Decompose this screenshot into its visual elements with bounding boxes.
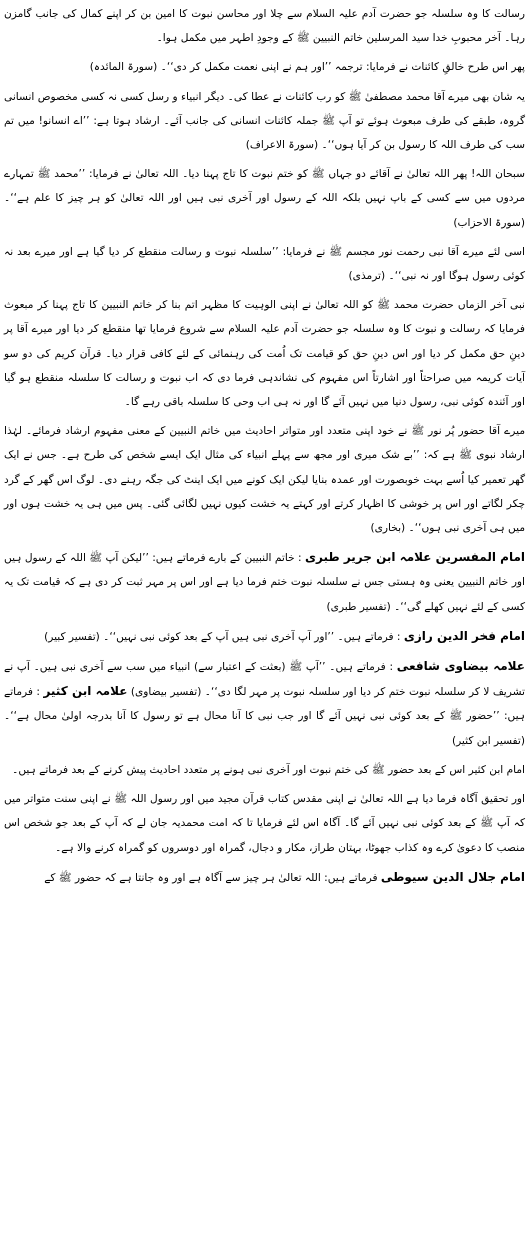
paragraph-text: نبی آخر الزماں حضرت محمد ﷺ کو اللہ تعالیٰ نے اپنی الوہیت کا مظہر اتم بنا کر خاتم النبیین کا تاج پہنا کر مبعوث فرمایا کہ رسالت و نبوت کا وہ سلسلہ جو حضرت آدم علیہ السلام سے شروع فرمایا تھا منقطع کر دیا اور میرے آقا پر دینِ حق مکمل کر دیا اور اس دینِ حق کو قیامت تک اُمت کی رہنمائی کے لئے کافی قرار دیا۔ قرآن کریم کی دو سو آیات کریمہ میں صراحتاً اور اشارتاً اس مفہوم کی نشاندہی فرما دی کہ اب نبوت و رسالت کا سلسلہ منقطع ہو گیا اور آئندہ کوئی نبی، رسول دنیا میں نہیں آئے گا اور نہ ہی اب وحی کا سلسلہ باقی رہے گا۔ <box>4 299 525 409</box>
scholar-name: امام فخر الدین رازی <box>403 628 525 643</box>
article-paragraph <box>4 624 525 649</box>
article-paragraph <box>4 55 525 79</box>
article-paragraph <box>4 787 525 860</box>
scholar-name: امام جلال الدین سیوطی <box>380 869 525 884</box>
article-paragraph <box>4 162 525 235</box>
paragraph-text: : فرماتے ہیں: ’’حضور ﷺ کے بعد کوئی نبی نہیں آئے گا اور جب نبی کا آنا محال ہے تو رسول کا آنا بدرجہ اولیٰ محال ہے‘‘۔ (تفسیر ابن کثیر) <box>4 686 525 747</box>
scholar-name: امام المفسرین علامہ ابن جریر طبری <box>304 550 525 565</box>
paragraph-text: فرماتے ہیں: اللہ تعالیٰ ہر چیز سے آگاہ ہے اور وہ جانتا ہے کہ حضور ﷺ کے <box>44 871 381 884</box>
article-paragraph <box>4 240 525 288</box>
paragraph-text: اسی لئے میرے آقا نبی رحمت نور مجسم ﷺ نے فرمایا: ’’سلسلہ نبوت و رسالت منقطع کر دیا گیا ہے اور میرے بعد نہ کوئی رسول ہوگا اور نہ نبی‘‘۔ (ترمذی) <box>4 245 525 283</box>
article-paragraph <box>4 85 525 158</box>
paragraph-text: یہ شان بھی میرے آقا محمد مصطفیٰ ﷺ کو رب کائنات نے عطا کی۔ دیگر انبیاء و رسل کسی نہ کسی مخصوص انسانی گروہ، طبقے کی طرف مبعوث ہوئے تو آپ ﷺ جملہ کائنات انسانی کی جانب آئے۔ ارشاد ہوتا ہے: ’’اے انسانو! میں تم سب کی طرف اللہ کا رسول بن کر آیا ہوں‘‘۔ (سورۃ الاعراف) <box>4 90 525 152</box>
article-paragraph <box>4 419 525 540</box>
article-paragraph <box>4 758 525 782</box>
paragraph-text: رسالت کا وہ سلسلہ جو حضرت آدم علیہ السلام سے چلا اور محاسن نبوت کا امین بن کر اپنے کمال کی جانب گامزن رہا۔ آخر محبوبِ خدا سید المرسلین خاتم النبیین ﷺ کے وجودِ اطہر میں مکمل ہوا۔ <box>4 8 525 45</box>
scholar-name: علامہ بیضاوی شافعی <box>396 659 525 674</box>
article-paragraph <box>4 865 525 890</box>
paragraph-text: پھر اس طرح خالقِ کائنات نے فرمایا: ترجمہ ’’اور ہم نے اپنی نعمت مکمل کر دی‘‘۔ (سورۃ المائدہ) <box>89 61 525 74</box>
paragraph-text: میرے آقا حضور پُر نور ﷺ نے خود اپنی متعدد اور متواتر احادیث میں خاتم النبیین کے معنی مفہوم ارشاد فرمائے۔ لہٰذا ارشاد نبوی ﷺ ہے کہ: ’’بے شک میری اور مجھ سے پہلے انبیاء کی مثال ایک ایسے شخص کی طرح ہے۔ جس نے ایک گھر تعمیر کیا اُسے بہت خوبصورت اور عمدہ بنایا لیکن ایک کونے میں ایک اینٹ کی جگہ رہنے دی۔ لوگ اس گھر کے گرد چکر لگاتے اور اس پر خوشی کا اظہار کرتے اور کہتے یہ خشت کیوں نہیں لگائی گئی۔ پس میں ہی یہ خشت ہوں اور میں ہی آخری نبی ہوں‘‘۔ (بخاری) <box>4 425 525 535</box>
article-paragraph <box>4 545 525 619</box>
scholar-name: علامہ ابن کثیر <box>43 684 128 699</box>
article-paragraph <box>4 2 525 50</box>
paragraph-text: : فرماتے ہیں۔ ’’آپ ﷺ (بعثت کے اعتبار سے) انبیاء میں سب سے آخری نبی ہیں۔ آپ نے تشریف لا کر سلسلہ نبوت ختم کر دیا اور سلسلہ نبوت پر مہر لگا دی‘‘۔ (تفسیر بیضاوی) <box>4 661 525 699</box>
paragraph-text: : فرماتے ہیں۔ ’’اور آپ آخری نبی ہیں آپ کے بعد کوئی نبی نہیں‘‘۔ (تفسیر کبیر) <box>44 630 404 643</box>
paragraph-text: امام ابن کثیر اس کے بعد حضور ﷺ کی ختم نبوت اور آخری نبی ہونے پر متعدد احادیث پیش کرنے کے بعد فرماتے ہیں۔ <box>12 763 525 776</box>
paragraph-text: سبحان اللہ! پھر اللہ تعالیٰ نے آقائے دو جہاں ﷺ کو ختم نبوت کا تاج پہنا دیا۔ اللہ تعالیٰ نے فرمایا: ’’محمد ﷺ تمہارے مردوں میں سے کسی کے باپ نہیں بلکہ اللہ کے رسول اور آخری نبی ہیں اور اللہ تعالیٰ کو ہر چیز کا علم ہے‘‘۔ (سورۃ الاحزاب) <box>4 168 525 229</box>
article-paragraph <box>4 293 525 414</box>
paragraph-text: اور تحقیق آگاہ فرما دیا ہے اللہ تعالیٰ نے اپنی مقدس کتاب قرآن مجید میں اور رسول اللہ ﷺ نے اپنی سنت متواتر میں کہ آپ ﷺ کے بعد کوئی نبی نہیں آئے گا۔ آگاہ اس لئے فرمایا تا کہ امت محمدیہ جان لے کہ آپ کے بعد جو شخص اس منصب کا دعویٰ کرے وہ کذاب جھوٹا، بہتان طراز، مکار و دجال، گمراہ اور دوسروں کو گمراہ کرنے والا ہے۔ <box>4 793 525 854</box>
paragraph-text: : خاتم النبیین کے بارے فرماتے ہیں: ’’لیکن آپ ﷺ اللہ کے رسول ہیں اور خاتم النبیین یعنی وہ ہستی جس نے سلسلہ نبوت ختم فرما دیا ہے اور اس پر مہر ثبت کر دی ہے کہ قیامت تک یہ کسی کے لئے نہیں کھلے گی‘‘۔ (تفسیر طبری) <box>4 552 525 613</box>
article-paragraph <box>4 654 525 753</box>
